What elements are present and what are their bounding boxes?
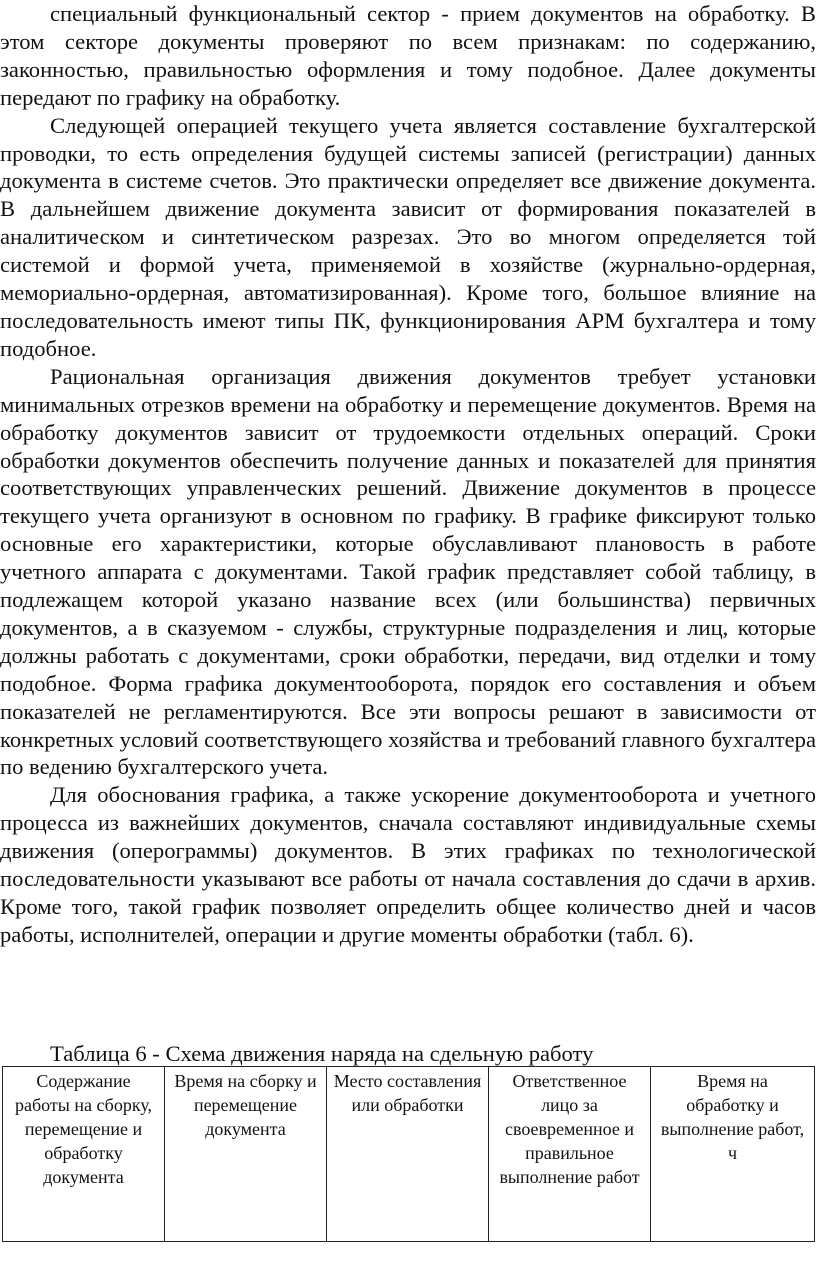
table-header-row bbox=[3, 1067, 815, 1242]
paragraph-reception-sector: специальный функциональный сектор - прием документов на обработку. В этом секторе документы проверяют по всем признакам: по содержанию, законностью, правильностью оформления и тому подобное. Далее документы передают по графику на обработку. bbox=[0, 1, 816, 110]
table-caption: Таблица 6 - Схема движения наряда на сдельную работу bbox=[50, 1041, 594, 1066]
header-responsible-person: Ответственное лицо за своевременное и правильное выполнение работ bbox=[489, 1067, 651, 1242]
header-work-content: Содержание работы на сборку, перемещение и обработку документа bbox=[3, 1067, 165, 1242]
header-processing-time: Время на обработку и выполнение работ, ч bbox=[651, 1067, 815, 1242]
paragraph-document-flow: Рациональная организация движения документов требует установки минимальных отрезков времени на обработку и перемещение документов. Время на обработку документов зависит от трудоемкости отдельных операций. Сроки обработки документов обеспечить получение данных и показателей для принятия соответствующих управленческих решений. Движение документов в процессе текущего учета организуют в основном по графику. В графике фиксируют только основные его характеристики, которые обуславливают плановость в работе учетного аппарата с документами. Такой график представляет собой таблицу, в подлежащем которой указано название всех (или большинства) первичных документов, а в сказуемом - службы, структурные подразделения и лиц, которые должны работать с документами, сроки обработки, передачи, вид отделки и тому подобное. Форма графика документооборота, порядок его составления и объем показателей не регламентируются. Все эти вопросы решают в зависимости от конкретных условий соответствующего хозяйства и требований главного бухгалтера по ведению бухгалтерского учета. bbox=[0, 363, 816, 780]
paragraph-operogram: Для обоснования графика, а также ускорение документооборота и учетного процесса из важнейших документов, сначала составляют индивидуальные схемы движения (оперограммы) документов. В этих графиках по технологической последовательности указывают все работы от начала составления до сдачи в архив. Кроме того, такой график позволяет определить общее количество дней и часов работы, исполнителей, операции и другие моменты обработки (табл. 6). bbox=[0, 782, 816, 947]
document-flow-table bbox=[2, 1066, 815, 1242]
header-place: Место составления или обработки bbox=[327, 1067, 489, 1242]
paragraph-accounting-entry: Следующей операцией текущего учета является составление бухгалтерской проводки, то есть определения будущей системы записей (регистрации) данных документа в системе счетов. Это практически определяет все движение документа. В дальнейшем движение документа зависит от формирования показателей в аналитическом и синтетическом разрезах. Это во многом определяется той системой и формой учета, применяемой в хозяйстве (журнально-ордерная, мемориально-ордерная, автоматизированная). Кроме того, большое влияние на последовательность имеют типы ПК, функционирования АРМ бухгалтера и тому подобное. bbox=[0, 112, 816, 361]
header-assembly-time: Время на сборку и перемещение документа bbox=[165, 1067, 327, 1242]
